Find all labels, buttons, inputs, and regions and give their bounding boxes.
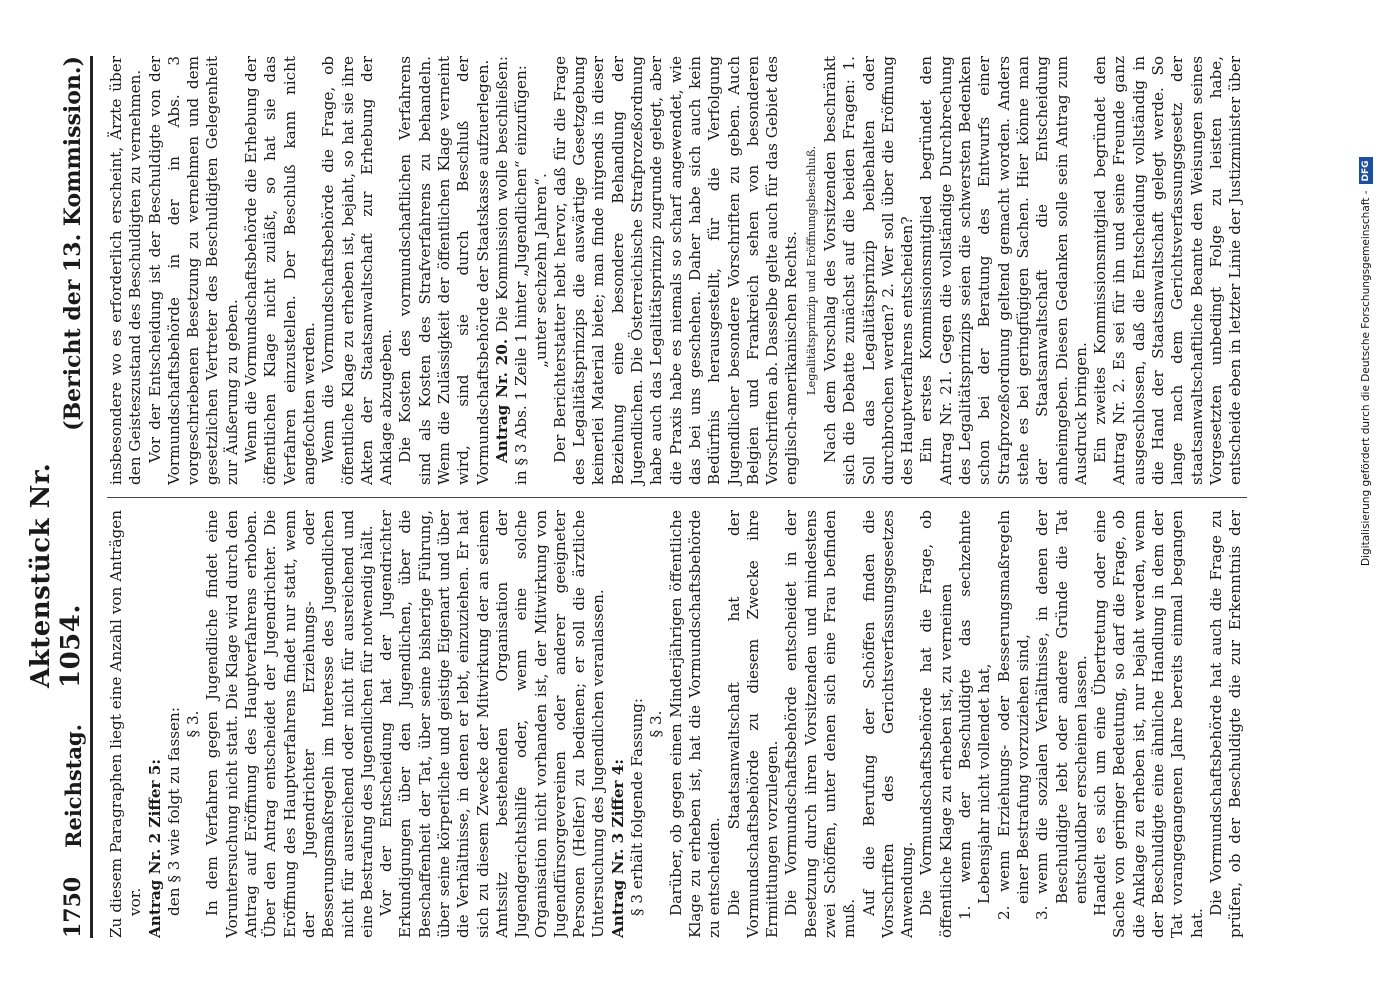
paragraph: Die Vormundschaftsbehörde hat auch die Frage zu prüfen, ob der Beschuldigte die zur Erkenntnis der: [1206, 510, 1245, 938]
publisher-name: Reichstag.: [61, 724, 86, 848]
page-number: 1750: [60, 876, 86, 938]
paragraph: Ein erstes Kommissionsmitglied begründet den Antrag Nr. 21. Gegen die vollständige Durchbrechung des Legalitätsprinzips seien die schwersten Bedenken schon bei der Beratung des Entwurfs einer Strafprozeßordnung geltend gemacht worden. Anders stehe es bei geringfügigen Sachen. Hier könne man der Staatsanwaltschaft die Entscheidung anheimgeben. Diesen Gedanken solle sein Antrag zum Ausdruck bringen.: [917, 56, 1090, 485]
report-label: (Bericht der 13. Kommission.): [60, 56, 86, 431]
intro-paragraph: Zu diesem Paragraphen liegt eine Anzahl von Anträgen vor.: [107, 510, 145, 938]
paragraph: Darüber, ob gegen einen Minderjährigen öffentliche Klage zu erheben ist, hat die Vormundschaftsbehörde zu entscheiden.: [666, 510, 724, 938]
paragraph: Der Berichterstatter hebt hervor, daß für die Frage des Legalitätsprinzips die auswärtige Gesetzgebung keinerlei Material biete; man finde nirgends in dieser Beziehung eine besondere Behandlung der Jugendlichen. Die Österreichische Strafprozeßordnung habe auch das Legalitätsprinzip zugrunde gelegt, aber die Praxis habe es niemals so scharf angewendet, wie das bei uns geschehen. Daher habe sich auch kein Bedürfnis herausgestellt, für die Verfolgung Jugendlicher besondere Vorschriften zu geben. Auch Belgien und Frankreich sehen von besonderen Vorschriften ab. Dasselbe gelte auch für das Gebiet des englisch-amerikanischen Rechts.: [550, 56, 801, 485]
digitization-note: [1354, 6, 1378, 566]
paragraph: Handelt es sich um eine Übertretung oder eine Sache von geringer Bedeutung, so darf die Frage, ob die Anklage zu erheben ist, nur bejaht werden, wenn der Beschuldigte eine ähnliche Handlung in dem der Tat vorangegangenen Jahre bereits einmal begangen hat.: [1091, 510, 1206, 938]
paragraph: insbesondere wo es erforderlich erscheint, Ärzte über den Geisteszustand des Beschuldigten zu vernehmen.: [107, 56, 145, 485]
paragraph: Die Staatsanwaltschaft hat der Vormundschaftsbehörde zu diesem Zwecke ihre Ermittlungen vorzulegen.: [724, 510, 782, 938]
paragraph: Wenn die Vormundschaftsbehörde die Erhebung der öffentlichen Klage nicht zuläßt, so hat sie das Verfahren einzustellen. Der Beschluß kann nicht angefochten werden.: [242, 56, 318, 485]
section-mark: § 3.: [647, 710, 666, 738]
page-header: [26, 56, 93, 938]
list-item: 1. wenn der Beschuldigte das sechzehnte Lebensjahr nicht vollendet hat,: [956, 510, 994, 920]
paragraph: Die Kosten des vormundschaftlichen Verfahrens sind als Kosten des Strafverfahrens zu behandeln. Wenn die Zulässigkeit der öffentlichen Klage verneint wird, sind sie durch Beschluß der Vormundschaftsbehörde der Staatskasse aufzuerlegen.: [396, 56, 492, 485]
paragraph: Auf die Berufung der Schöffen finden die Vorschriften des Gerichtsverfassungsgesetzes Anwendung.: [859, 510, 917, 938]
text-columns: [107, 56, 1247, 938]
paragraph: Ein zweites Kommissionsmitglied begründet den Antrag Nr. 2. Es sei für ihn und seine Freunde ganz ausgeschlossen, daß die Entscheidung vollständig in die Hand der Staatsanwaltschaft gelegt werde. So lange nach dem Gerichtsverfassungsgesetz der staatsanwaltschaftliche Beamte den Weisungen seines Vorgesetzten unbedingt Folge zu leisten habe, entscheide eben in letzter Linie der Justizminister über: [1091, 56, 1245, 485]
paragraph: Vor der Entscheidung hat der Jugendrichter Erkundigungen über den Jugendlichen, über die Beschaffenheit der Tat, über seine bisherige Führung, über seine körperliche und geistige Eigenart und über die Verhältnisse, in denen er lebt, einzuziehen. Er hat sich zu diesem Zwecke der Mitwirkung der an seinem Amtssitz bestehenden Organisation der Jugendgerichtshilfe oder, wenn eine solche Organisation nicht vorhanden ist, der Mitwirkung von Jugendfürsorgevereinen oder anderer geeigneter Personen (Helfer) zu bedienen; er soll die ärztliche Untersuchung des Jugendlichen veranlassen.: [377, 510, 608, 938]
paragraph: Die Vormundschaftsbehörde entscheidet in der Besetzung durch ihren Vorsitzenden und mindestens zwei Schöffen, unter denen sich eine Frau befinden muß.: [782, 510, 859, 938]
section-mark: § 3.: [184, 710, 203, 738]
paragraph: Vor der Entscheidung ist der Beschuldigte von der Vormundschaftsbehörde in der in Abs. 3 vorgeschriebenen Besetzung zu vernehmen und dem gesetzlichen Vertreter des Beschuldigten Gelegenheit zur Äußerung zu geben.: [145, 56, 241, 485]
paragraph: Die Vormundschaftsbehörde hat die Frage, ob öffentliche Klage zu erheben ist, zu verneinen: [917, 510, 955, 938]
list-item: 2. wenn Erziehungs- oder Besserungsmaßregeln einer Bestrafung vorzuziehen sind,: [994, 510, 1032, 920]
dfg-logo: DFG: [1359, 157, 1373, 184]
paragraph: Nach dem Vorschlag des Vorsitzenden beschränkt sich die Debatte zunächst auf die beiden Fragen: 1. Soll das Legalitätsprinzip beibehalten oder durchbrochen werden? 2. Wer soll über die Eröffnung des Hauptverfahrens entscheiden?: [820, 56, 917, 485]
motion-paragraph: [493, 56, 532, 485]
motion-instruction: § 3 erhält folgende Fassung:: [628, 698, 647, 916]
paragraph: In dem Verfahren gegen Jugendliche findet eine Voruntersuchung nicht statt. Die Klage wird durch den Antrag auf Eröffnung des Hauptverfahrens erhoben. Über den Antrag entscheidet der Jugendrichter. Die Eröffnung des Hauptverfahrens findet nur statt, wenn der Jugendrichter Erziehungs- oder Besserungsmaßregeln im Interesse des Jugendlichen nicht für ausreichend oder nicht für ausreichend und eine Bestrafung des Jugendlichen für notwendig hält.: [203, 510, 376, 938]
paragraph: Wenn die Vormundschaftsbehörde die Frage, ob öffentliche Klage zu erheben ist, bejaht, so hat sie ihre Akten der Staatsanwaltschaft zur Erhebung der Anklage abzugeben.: [319, 56, 396, 485]
digitization-text: Digitalisierung gefördert durch die Deutsche Forschungsgemeinschaft -: [1360, 190, 1372, 566]
section-subheading: Legalitätsprinzip und Eröffnungsbeschluß.: [803, 145, 818, 396]
motion-instruction: den § 3 wie folgt zu fassen:: [164, 707, 183, 916]
right-column: [107, 56, 1247, 497]
quoted-insertion: „unter sechzehn Jahren“.: [531, 173, 550, 368]
motion-heading: Antrag Nr. 20.: [492, 338, 511, 463]
list-item: 3. wenn die sozialen Verhältnisse, in denen der Beschuldigte lebt oder andere Gründe die Tat entschuldbar erscheinen lassen.: [1033, 510, 1090, 920]
motion-heading: Antrag Nr. 2 Ziffer 5:: [145, 759, 164, 938]
document-title: Aktenstück Nr. 1054.: [26, 462, 86, 688]
left-column: [107, 497, 1247, 938]
motion-heading: Antrag Nr. 3 Ziffer 4:: [608, 759, 627, 938]
motion-text: Die Kommission wolle beschließen: in § 3 Abs. 1 Zeile 1 hinter „Jugendlichen“ einzufügen:: [492, 56, 531, 485]
